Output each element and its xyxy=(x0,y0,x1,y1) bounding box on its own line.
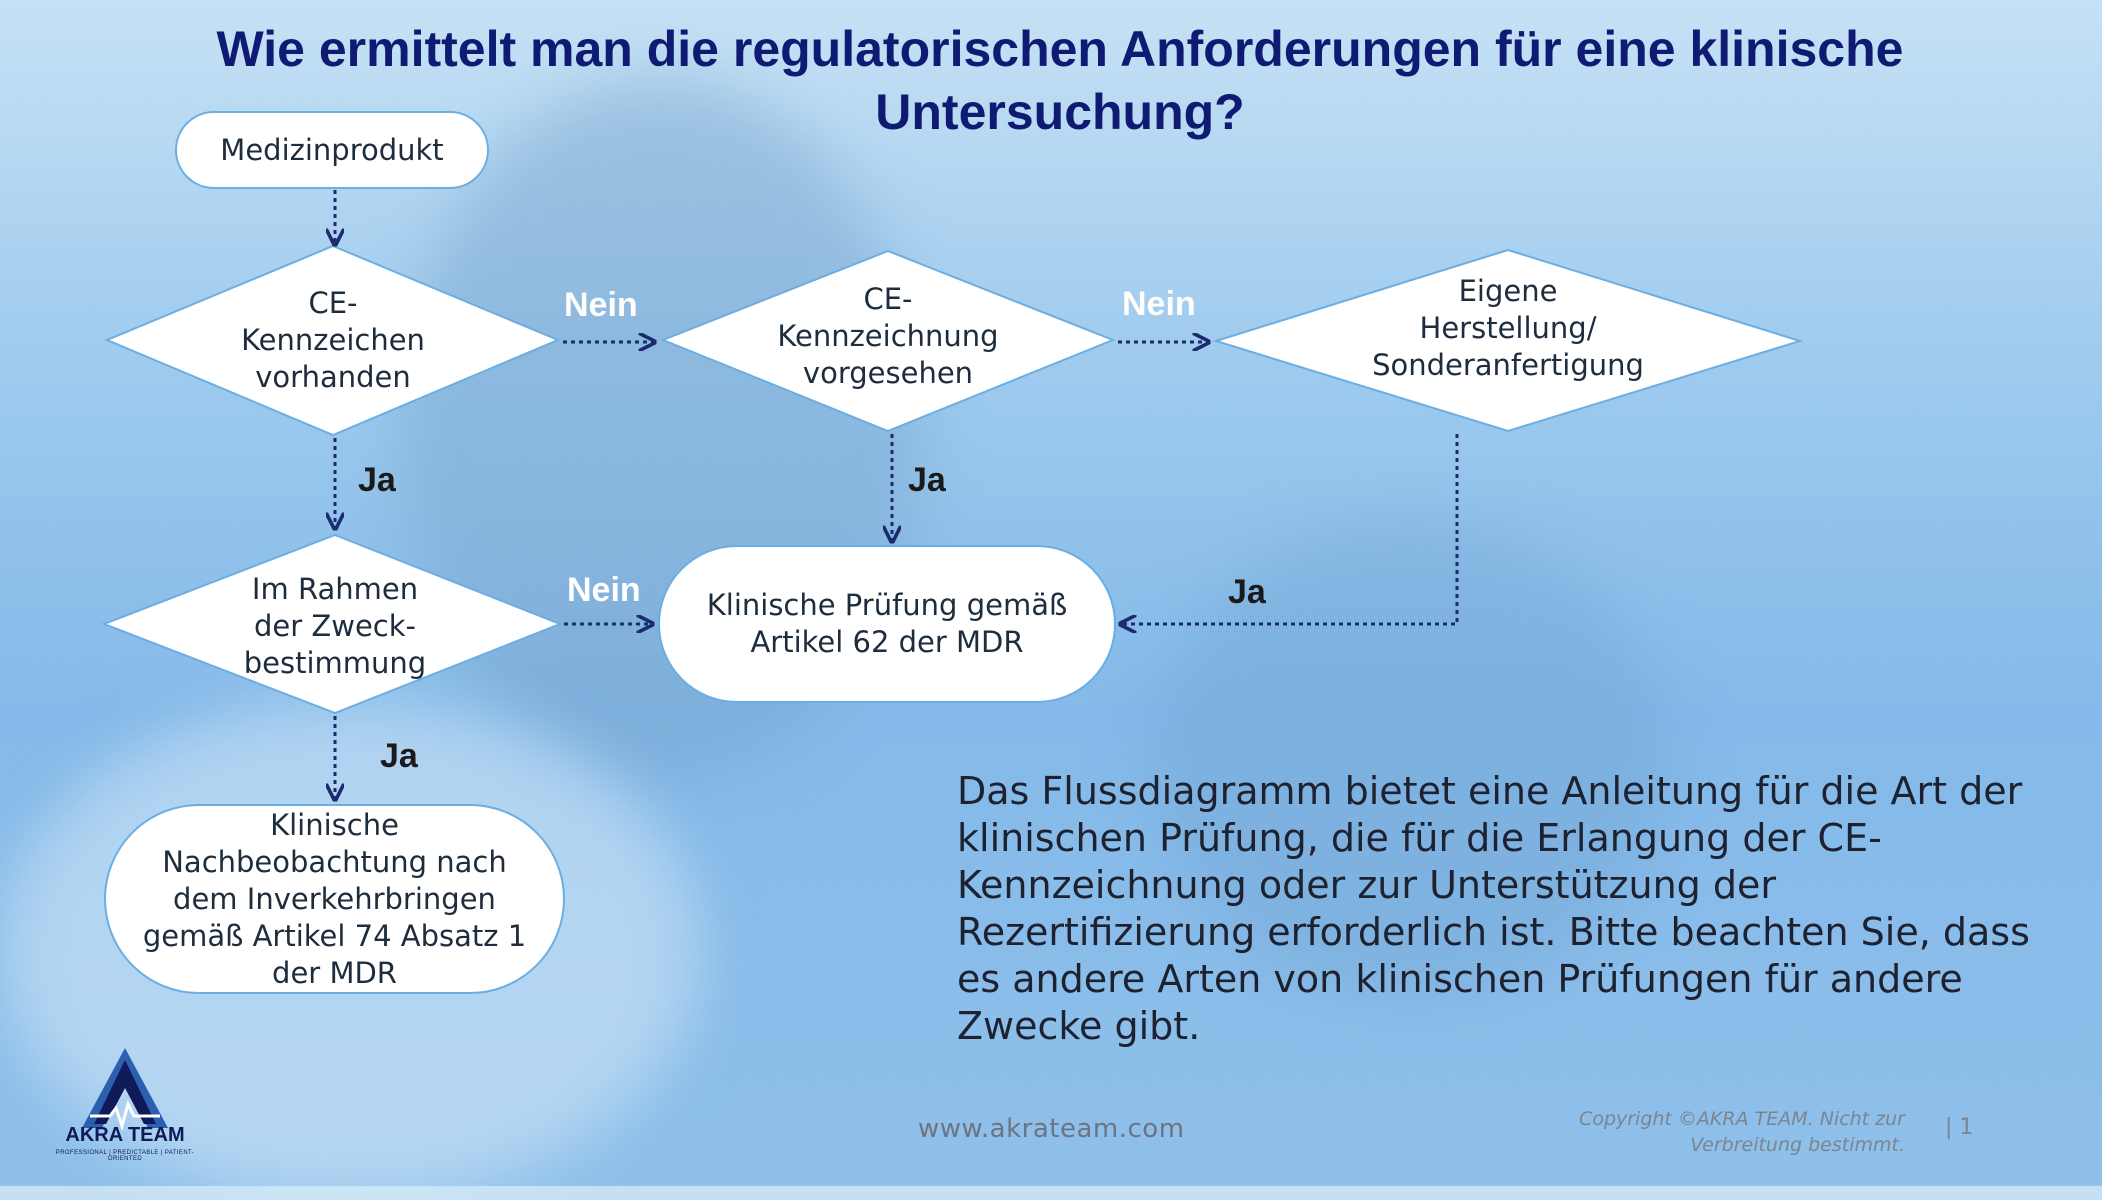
decision-ce-vorgesehen: CE- Kennzeichnung vorgesehen xyxy=(777,281,999,390)
edge-label-nein: Nein xyxy=(1122,285,1196,323)
copyright-notice: Copyright ©AKRA TEAM. Nicht zur Verbreitung bestimmt. xyxy=(1579,1108,1905,1156)
description-text: Das Flussdiagramm bietet eine Anleitung für die Art der klinischen Prüfung, die für die Erlangung der CE-Kennzeichnung oder zur Unterstützung der Rezertifizierung erforderlich ist. Bitte beachten Sie, dass es andere Arten von klinischen Prüfungen für andere Zwecke gibt. xyxy=(957,769,2030,1048)
edge-label-ja: Ja xyxy=(908,461,946,499)
node-medizinprodukt: Medizinprodukt xyxy=(220,132,444,167)
logo-tagline: PROFESSIONAL | PREDICTABLE | PATIENT-ORIENTED xyxy=(55,1150,195,1162)
node-nachbeobachtung: Klinische Nachbeobachtung nach dem Inverkehrbringen gemäß Artikel 74 Absatz 1 der MDR xyxy=(142,807,527,990)
page-title: Wie ermittelt man die regulatorischen Anforderungen für eine klinische Untersuchung? xyxy=(216,21,1904,140)
page-number: | 1 xyxy=(1945,1115,1974,1140)
edge-label-nein: Nein xyxy=(567,571,641,609)
decision-zweckbestimmung: Im Rahmen der Zweck- bestimmung xyxy=(243,571,427,680)
website-link[interactable]: www.akrateam.com xyxy=(918,1114,1185,1144)
node-klinische-pruefung: Klinische Prüfung gemäß Artikel 62 der MDR xyxy=(706,588,1068,659)
decision-ce-vorhanden: CE- Kennzeichen vorhanden xyxy=(241,285,425,394)
logo-name: AKRA TEAM xyxy=(65,1124,185,1146)
decision-eigene-herstellung: Eigene Herstellung/ Sonderanfertigung xyxy=(1372,273,1644,382)
edge-label-nein: Nein xyxy=(564,286,638,324)
edge-label-ja: Ja xyxy=(380,737,418,775)
edge-label-ja: Ja xyxy=(358,461,396,499)
edge-label-ja: Ja xyxy=(1228,573,1266,611)
connector-eigene-herstellung-ja xyxy=(1122,434,1457,624)
